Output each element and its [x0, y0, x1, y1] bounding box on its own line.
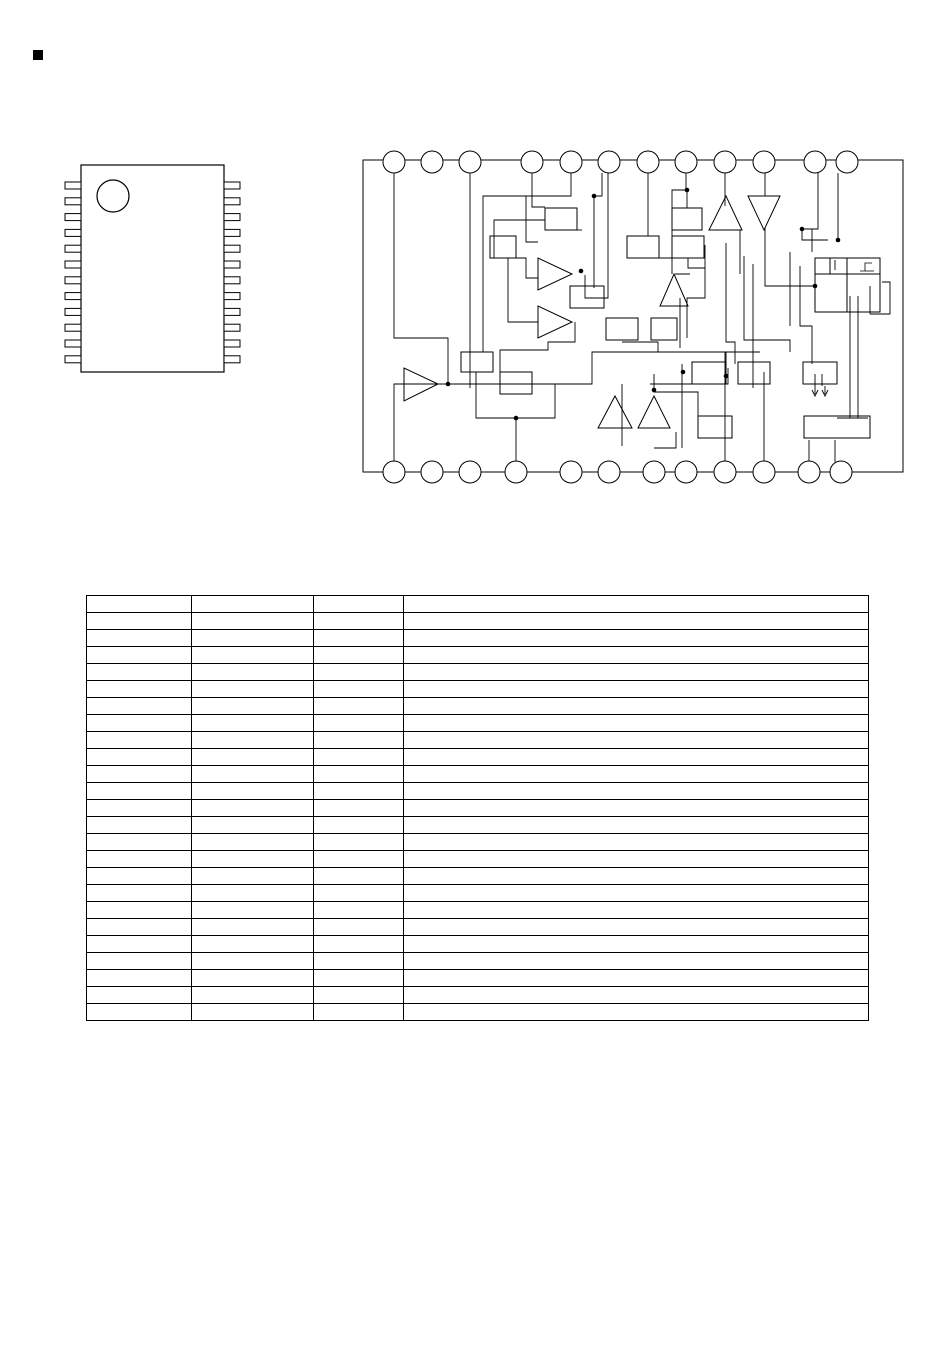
pin-description-cell — [404, 834, 869, 851]
pin-description-cell — [404, 698, 869, 715]
table-row — [87, 953, 869, 970]
package-pin-right-10 — [224, 324, 240, 331]
pin-description-cell — [404, 715, 869, 732]
pin-io-cell — [314, 732, 404, 749]
pin-number-cell — [87, 749, 192, 766]
table-row — [87, 987, 869, 1004]
package-pin-right-8 — [224, 293, 240, 300]
block-m — [698, 416, 732, 438]
block-g — [606, 318, 638, 340]
block-h — [651, 318, 677, 340]
package-pin-left-12 — [65, 356, 81, 363]
pin-bottom-9 — [714, 461, 736, 483]
table-row — [87, 749, 869, 766]
pin-description-cell — [404, 936, 869, 953]
pin-description-table — [86, 595, 869, 1021]
pin-name-cell — [192, 987, 314, 1004]
pin-top-1 — [383, 151, 405, 173]
pin-description-cell — [404, 613, 869, 630]
pin-number-cell — [87, 970, 192, 987]
pin-description-cell — [404, 919, 869, 936]
table-row — [87, 783, 869, 800]
pin-name-cell — [192, 902, 314, 919]
package-pin-left-3 — [65, 214, 81, 221]
pin-description-cell — [404, 766, 869, 783]
hysteresis-icon — [860, 263, 874, 271]
pin-number-cell — [87, 766, 192, 783]
ic-package-outline — [60, 160, 280, 380]
pin-name-cell — [192, 732, 314, 749]
amp-bottom-1 — [598, 396, 632, 428]
pin-io-cell — [314, 1004, 404, 1021]
pin-name-cell — [192, 630, 314, 647]
pin-name-cell — [192, 885, 314, 902]
table-row — [87, 936, 869, 953]
right-pin-row — [224, 182, 240, 363]
pin-io-cell — [314, 970, 404, 987]
left-pin-row — [65, 182, 81, 363]
pin-bottom-7 — [643, 461, 665, 483]
pin-io-cell — [314, 919, 404, 936]
pin-name-cell — [192, 817, 314, 834]
pin-number-cell — [87, 630, 192, 647]
pin-name-cell — [192, 749, 314, 766]
block-c — [570, 286, 604, 308]
block-n — [803, 362, 837, 384]
pin-name-cell — [192, 919, 314, 936]
pin-io-cell — [314, 885, 404, 902]
pin-name-cell — [192, 834, 314, 851]
pin-number-cell — [87, 613, 192, 630]
pin-number-cell — [87, 834, 192, 851]
pin-number-cell — [87, 783, 192, 800]
pin-top-6 — [598, 151, 620, 173]
pin-number-cell — [87, 868, 192, 885]
pin-io-cell — [314, 936, 404, 953]
package-pin-right-3 — [224, 214, 240, 221]
pin-number-cell — [87, 732, 192, 749]
pin-bottom-3 — [459, 461, 481, 483]
table-row — [87, 613, 869, 630]
pin-top-5 — [560, 151, 582, 173]
table-row — [87, 1004, 869, 1021]
table-row — [87, 800, 869, 817]
table-row — [87, 766, 869, 783]
pin-table-body — [87, 596, 869, 1021]
pin-io-cell — [314, 953, 404, 970]
pin-number-cell — [87, 596, 192, 613]
pin-number-cell — [87, 817, 192, 834]
pin-number-cell — [87, 800, 192, 817]
package-pin-right-12 — [224, 356, 240, 363]
pin-description-cell — [404, 783, 869, 800]
block-k — [692, 362, 726, 384]
package-pin-right-1 — [224, 182, 240, 189]
block-j — [500, 372, 532, 394]
block-f — [672, 236, 704, 258]
pin-number-cell — [87, 664, 192, 681]
table-row — [87, 868, 869, 885]
pin-io-cell — [314, 783, 404, 800]
pin-top-9 — [714, 151, 736, 173]
pin-description-cell — [404, 800, 869, 817]
pin-io-cell — [314, 868, 404, 885]
package-pin-left-7 — [65, 277, 81, 284]
pin-io-cell — [314, 664, 404, 681]
pin-name-cell — [192, 851, 314, 868]
title-bullet-icon — [33, 50, 43, 60]
pin-top-11 — [804, 151, 826, 173]
pin-number-cell — [87, 902, 192, 919]
pin-io-cell — [314, 613, 404, 630]
pin-io-cell — [314, 596, 404, 613]
pin-bottom-5 — [560, 461, 582, 483]
pin-description-cell — [404, 647, 869, 664]
pin-bottom-8 — [675, 461, 697, 483]
package-pin-left-5 — [65, 245, 81, 252]
package-pin-left-6 — [65, 261, 81, 268]
pin-top-2 — [421, 151, 443, 173]
pin-bottom-11 — [798, 461, 820, 483]
pin-name-cell — [192, 970, 314, 987]
pin-io-cell — [314, 817, 404, 834]
pin-number-cell — [87, 987, 192, 1004]
table-row — [87, 902, 869, 919]
block-e — [672, 208, 702, 230]
pin-io-cell — [314, 715, 404, 732]
pin-io-cell — [314, 800, 404, 817]
pin-description-cell — [404, 817, 869, 834]
pin-name-cell — [192, 664, 314, 681]
amp-bottom-2 — [638, 396, 670, 428]
amp-upper — [538, 258, 572, 290]
pin-number-cell — [87, 919, 192, 936]
block-a — [545, 208, 577, 230]
pin-io-cell — [314, 851, 404, 868]
table-row — [87, 596, 869, 613]
pin-top-10 — [753, 151, 775, 173]
pin-name-cell — [192, 613, 314, 630]
diagram-frame — [363, 160, 903, 472]
pin-io-cell — [314, 647, 404, 664]
table-row — [87, 919, 869, 936]
pin-top-4 — [521, 151, 543, 173]
pin-io-cell — [314, 749, 404, 766]
package-pin-right-4 — [224, 229, 240, 236]
block-d — [627, 236, 659, 258]
pin-name-cell — [192, 766, 314, 783]
package-pin-right-11 — [224, 340, 240, 347]
signal-lines — [394, 173, 890, 462]
table-row — [87, 732, 869, 749]
page-title — [33, 46, 49, 60]
pin-number-cell — [87, 698, 192, 715]
pin-bottom-1 — [383, 461, 405, 483]
amp-top-up — [709, 196, 742, 230]
pin-io-cell — [314, 630, 404, 647]
pin-number-cell — [87, 681, 192, 698]
pin-io-cell — [314, 902, 404, 919]
pin-io-cell — [314, 698, 404, 715]
table-row — [87, 715, 869, 732]
pin-number-cell — [87, 851, 192, 868]
pin-top-12 — [836, 151, 858, 173]
pin-number-cell — [87, 1004, 192, 1021]
table-row — [87, 698, 869, 715]
pin-name-cell — [192, 715, 314, 732]
pin-top-8 — [675, 151, 697, 173]
pin-number-cell — [87, 715, 192, 732]
pin-top-7 — [637, 151, 659, 173]
pin-name-cell — [192, 953, 314, 970]
block-i — [461, 352, 493, 372]
table-row — [87, 817, 869, 834]
pin-description-cell — [404, 851, 869, 868]
junction-dots — [446, 188, 841, 421]
package-pin-left-4 — [65, 229, 81, 236]
pin-description-cell — [404, 902, 869, 919]
pin-name-cell — [192, 698, 314, 715]
pin-name-cell — [192, 868, 314, 885]
pin-io-cell — [314, 766, 404, 783]
pin-number-cell — [87, 953, 192, 970]
pin-bottom-2 — [421, 461, 443, 483]
pin-number-cell — [87, 885, 192, 902]
pin-name-cell — [192, 936, 314, 953]
pin-name-cell — [192, 647, 314, 664]
package-pin-left-9 — [65, 308, 81, 315]
pin-top-3 — [459, 151, 481, 173]
pin-bottom-12 — [830, 461, 852, 483]
package-pin-left-2 — [65, 198, 81, 205]
pin-description-cell — [404, 970, 869, 987]
pin-name-cell — [192, 800, 314, 817]
package-pin-right-9 — [224, 308, 240, 315]
pin-bottom-6 — [598, 461, 620, 483]
pin-description-cell — [404, 664, 869, 681]
table-row — [87, 681, 869, 698]
package-pin-left-1 — [65, 182, 81, 189]
pin-description-cell — [404, 953, 869, 970]
amp-lower — [538, 306, 572, 338]
package-pin-right-5 — [224, 245, 240, 252]
pin-number-cell — [87, 647, 192, 664]
package-pin-right-2 — [224, 198, 240, 205]
table-row — [87, 630, 869, 647]
package-pin-right-7 — [224, 277, 240, 284]
output-arrow-2 — [822, 386, 828, 396]
output-arrow-1 — [812, 386, 818, 396]
block-o — [804, 416, 870, 438]
comparator-mid — [660, 274, 688, 306]
pin-description-cell — [404, 749, 869, 766]
pin-description-cell — [404, 868, 869, 885]
pin-io-cell — [314, 681, 404, 698]
block-diagram — [360, 150, 910, 490]
pin-description-cell — [404, 987, 869, 1004]
top-pin-row — [383, 151, 858, 173]
amp-top-down — [748, 196, 780, 230]
table-row — [87, 647, 869, 664]
package-pin-left-8 — [65, 293, 81, 300]
pin-number-cell — [87, 936, 192, 953]
pin-name-cell — [192, 596, 314, 613]
pin-description-cell — [404, 630, 869, 647]
table-row — [87, 834, 869, 851]
table-row — [87, 664, 869, 681]
package-pin-left-10 — [65, 324, 81, 331]
pin-description-cell — [404, 681, 869, 698]
pin-bottom-4 — [505, 461, 527, 483]
pin-name-cell — [192, 681, 314, 698]
buffer-amp-left — [404, 368, 438, 401]
pin-description-cell — [404, 885, 869, 902]
pin-description-cell — [404, 1004, 869, 1021]
pin-io-cell — [314, 987, 404, 1004]
table-row — [87, 885, 869, 902]
pin-name-cell — [192, 783, 314, 800]
package-body — [81, 165, 224, 372]
pin-description-cell — [404, 732, 869, 749]
package-pin-left-11 — [65, 340, 81, 347]
pin-name-cell — [192, 1004, 314, 1021]
pin-description-cell — [404, 596, 869, 613]
pin-io-cell — [314, 834, 404, 851]
table-row — [87, 970, 869, 987]
pin-bottom-10 — [753, 461, 775, 483]
table-row — [87, 851, 869, 868]
package-pin-right-6 — [224, 261, 240, 268]
block-l — [738, 362, 770, 384]
